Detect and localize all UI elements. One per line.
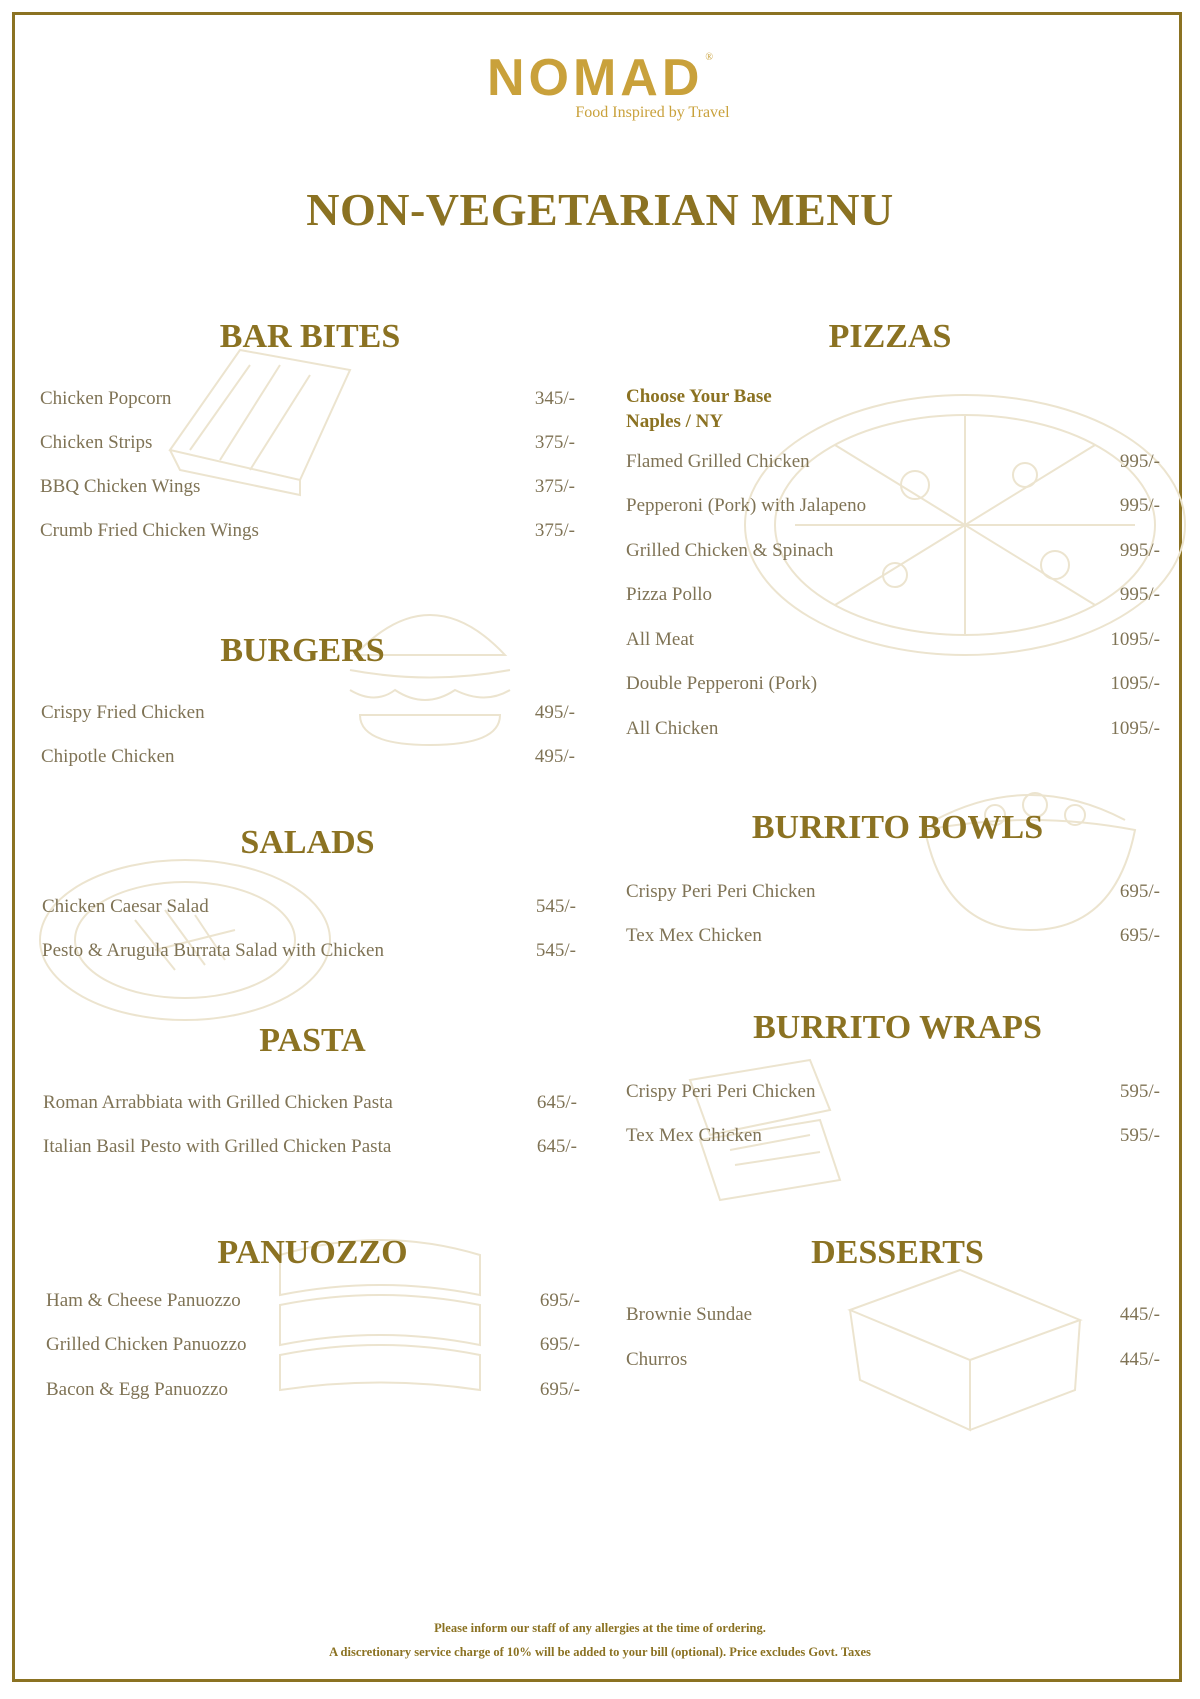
menu-item-name: Chipotle Chicken — [41, 746, 175, 767]
menu-item-price: 445/- — [1119, 1304, 1160, 1325]
menu-item-name: Crispy Fried Chicken — [41, 702, 205, 723]
menu-item-name: Grilled Chicken & Spinach — [626, 540, 834, 561]
menu-item-price: 695/- — [539, 1379, 580, 1400]
menu-item-name: Italian Basil Pesto with Grilled Chicken Pasta — [43, 1136, 392, 1157]
section-title-pasta: PASTA — [259, 1022, 366, 1059]
menu-item-name: Tex Mex Chicken — [626, 1125, 762, 1146]
menu-item-name: BBQ Chicken Wings — [40, 476, 201, 497]
menu-item-price: 545/- — [535, 940, 576, 961]
menu-item-name: Double Pepperoni (Pork) — [626, 673, 818, 694]
menu-item-price: 645/- — [536, 1092, 577, 1113]
menu-item-name: Crumb Fried Chicken Wings — [40, 520, 259, 541]
menu-item-price: 695/- — [1119, 925, 1160, 946]
section-title-panuozzo: PANUOZZO — [217, 1234, 408, 1271]
section-title-salads: SALADS — [240, 824, 375, 861]
menu-item-price: 375/- — [534, 476, 575, 497]
menu-item-name: Crispy Peri Peri Chicken — [626, 881, 816, 902]
footer-service-charge-note: A discretionary service charge of 10% will be added to your bill (optional). Price excludes Govt. Taxes — [329, 1645, 871, 1659]
registered-mark: ® — [705, 52, 714, 63]
menu-item-name: Pepperoni (Pork) with Jalapeno — [626, 495, 867, 516]
section-title-burgers: BURGERS — [220, 632, 385, 669]
menu-item-price: 1095/- — [1110, 718, 1160, 739]
menu-item-name: Roman Arrabbiata with Grilled Chicken Pasta — [43, 1092, 393, 1113]
section-title-pizzas: PIZZAS — [828, 318, 952, 355]
brand-name: NOMAD — [486, 49, 704, 107]
burrito-bowl-sketch-illustration — [915, 760, 1145, 940]
menu-item-name: Chicken Caesar Salad — [42, 896, 209, 917]
pizza-base-note — [626, 384, 772, 434]
menu-item-price: 445/- — [1119, 1349, 1160, 1370]
menu-item-price: 995/- — [1119, 540, 1160, 561]
menu-item-price: 375/- — [534, 520, 575, 541]
menu-item-name: Flamed Grilled Chicken — [626, 451, 810, 472]
menu-item-name: Grilled Chicken Panuozzo — [46, 1334, 247, 1355]
menu-item-price: 595/- — [1119, 1081, 1160, 1102]
menu-item-name: Tex Mex Chicken — [626, 925, 762, 946]
menu-item-price: 1095/- — [1110, 629, 1160, 650]
menu-item-name: Chicken Strips — [40, 432, 153, 453]
menu-item-name: Churros — [626, 1349, 688, 1370]
menu-item-price: 495/- — [534, 702, 575, 723]
section-title-burrito-wraps: BURRITO WRAPS — [753, 1009, 1042, 1046]
menu-item-price: 375/- — [534, 432, 575, 453]
menu-item-name: Pizza Pollo — [626, 584, 713, 605]
menu-item-name: All Chicken — [626, 718, 719, 739]
section-title-desserts: DESSERTS — [811, 1234, 984, 1271]
menu-item-name: Ham & Cheese Panuozzo — [46, 1290, 241, 1311]
menu-item-name: Brownie Sundae — [626, 1304, 753, 1325]
footer-allergy-note: Please inform our staff of any allergies at the time of ordering. — [434, 1621, 766, 1635]
brand-logo — [0, 49, 1200, 107]
brand-tagline: Food Inspired by Travel — [575, 104, 730, 121]
menu-item-name: Bacon & Egg Panuozzo — [46, 1379, 229, 1400]
menu-item-price: 695/- — [539, 1290, 580, 1311]
menu-item-name: All Meat — [626, 629, 695, 650]
pizza-base-note-line1: Choose Your Base — [626, 386, 772, 407]
menu-title: NON-VEGETARIAN MENU — [306, 184, 894, 235]
menu-item-price: 545/- — [535, 896, 576, 917]
section-title-bar-bites: BAR BITES — [219, 318, 401, 355]
menu-item-price: 595/- — [1119, 1125, 1160, 1146]
menu-item-price: 995/- — [1119, 495, 1160, 516]
menu-item-price: 995/- — [1119, 451, 1160, 472]
pizza-base-note-line2: Naples / NY — [626, 411, 724, 432]
menu-item-price: 695/- — [539, 1334, 580, 1355]
menu-item-price: 1095/- — [1110, 673, 1160, 694]
menu-item-price: 695/- — [1119, 881, 1160, 902]
menu-item-name: Pesto & Arugula Burrata Salad with Chicken — [42, 940, 384, 961]
menu-item-price: 345/- — [534, 388, 575, 409]
menu-item-price: 645/- — [536, 1136, 577, 1157]
menu-item-price: 495/- — [534, 746, 575, 767]
menu-item-name: Chicken Popcorn — [40, 388, 172, 409]
section-title-burrito-bowls: BURRITO BOWLS — [751, 809, 1044, 846]
menu-item-price: 995/- — [1119, 584, 1160, 605]
pizza-sketch-illustration — [735, 375, 1195, 665]
menu-item-name: Crispy Peri Peri Chicken — [626, 1081, 816, 1102]
